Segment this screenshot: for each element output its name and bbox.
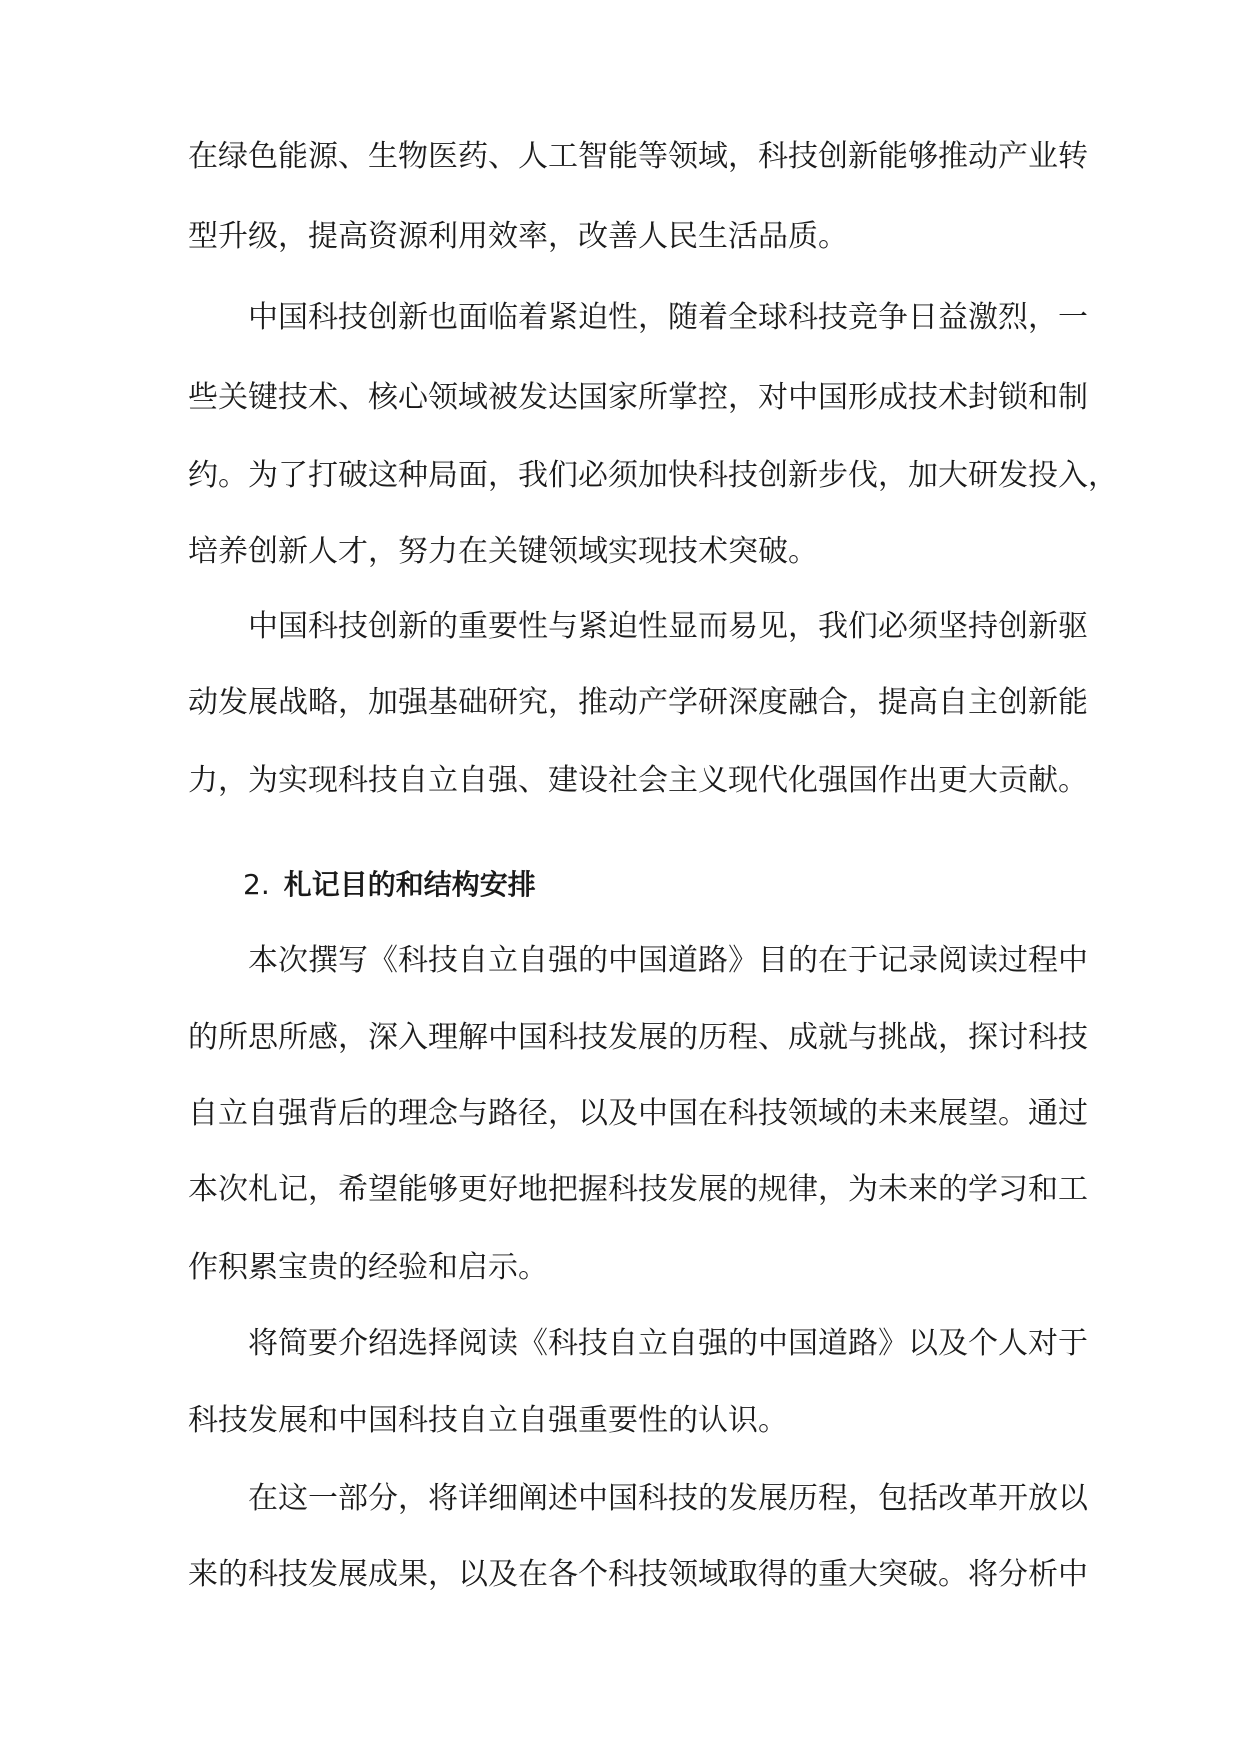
paragraph-line: 的所思所感，深入理解中国科技发展的历程、成就与挑战，探讨科技: [188, 1020, 1088, 1055]
paragraph-line: 动发展战略，加强基础研究，推动产学研深度融合，提高自主创新能: [188, 685, 1088, 720]
paragraph-line: 科技发展和中国科技自立自强重要性的认识。: [188, 1403, 788, 1438]
paragraph-line: 自立自强背后的理念与路径，以及中国在科技领域的未来展望。通过: [188, 1096, 1088, 1131]
paragraph-line: 型升级，提高资源利用效率，改善人民生活品质。: [188, 219, 848, 254]
paragraph-line: 将简要介绍选择阅读《科技自立自强的中国道路》以及个人对于: [248, 1326, 1088, 1361]
section-number: 2.: [243, 868, 270, 901]
paragraph-line: 在绿色能源、生物医药、人工智能等领域，科技创新能够推动产业转: [188, 139, 1088, 174]
paragraph-line: 本次札记，希望能够更好地把握科技发展的规律，为未来的学习和工: [188, 1172, 1088, 1207]
paragraph-line: 中国科技创新的重要性与紧迫性显而易见，我们必须坚持创新驱: [248, 609, 1088, 644]
paragraph-line: 来的科技发展成果，以及在各个科技领域取得的重大突破。将分析中: [188, 1557, 1088, 1592]
paragraph-line: 力，为实现科技自立自强、建设社会主义现代化强国作出更大贡献。: [188, 763, 1088, 798]
paragraph-line: 约。为了打破这种局面，我们必须加快科技创新步伐，加大研发投入，: [188, 458, 1118, 493]
section-title: 札记目的和结构安排: [283, 868, 536, 901]
paragraph-line: 些关键技术、核心领域被发达国家所掌控，对中国形成技术封锁和制: [188, 380, 1088, 415]
section-heading: [243, 867, 536, 903]
paragraph-line: 作积累宝贵的经验和启示。: [188, 1250, 548, 1285]
paragraph-line: 本次撰写《科技自立自强的中国道路》目的在于记录阅读过程中: [248, 943, 1088, 978]
paragraph-line: 在这一部分，将详细阐述中国科技的发展历程，包括改革开放以: [248, 1481, 1088, 1516]
paragraph-line: 中国科技创新也面临着紧迫性，随着全球科技竞争日益激烈，一: [248, 300, 1088, 335]
paragraph-line: 培养创新人才，努力在关键领域实现技术突破。: [188, 534, 818, 569]
